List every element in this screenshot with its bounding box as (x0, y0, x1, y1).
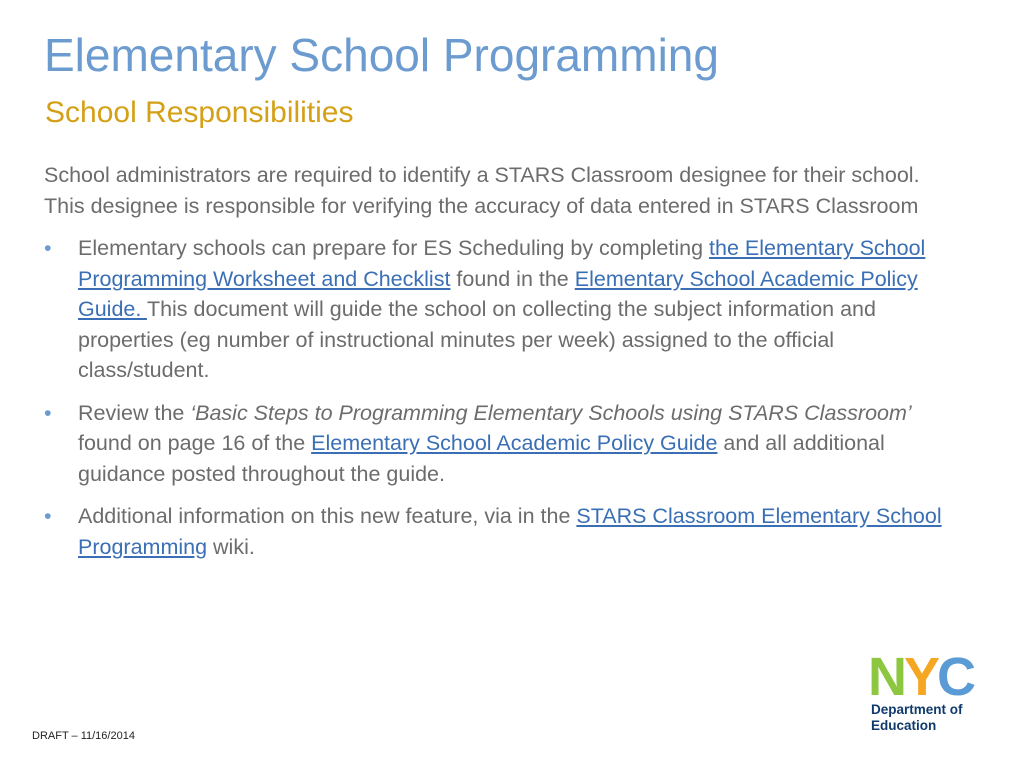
bullet-item-2 (44, 398, 964, 490)
bullet-icon: • (44, 504, 52, 528)
logo-letter-n: N (868, 647, 904, 707)
logo-department-line: Department of (871, 702, 963, 717)
draft-footer: DRAFT – 11/16/2014 (32, 730, 135, 742)
bullet-1-text-3: This document will guide the school on collecting the subject information and properties (eg number of instructional minutes per week) assigned to the official class/student. (78, 297, 876, 382)
bullet-3-text-1: Additional information on this new feature, via in the (78, 504, 577, 528)
worksheet-checklist-link[interactable]: the Elementary School Programming Worksheet and Checklist (78, 236, 926, 291)
slide-content (44, 160, 964, 574)
logo-education-line: Education (871, 718, 937, 733)
bullet-3-text-2: wiki. (207, 534, 255, 559)
basic-steps-title: ‘Basic Steps to Programming Elementary Schools using STARS Classroom’ (190, 400, 912, 425)
nyc-doe-logo (868, 647, 1004, 734)
bullet-icon: • (44, 236, 52, 260)
logo-letter-y: Y (904, 647, 938, 707)
policy-guide-link-1[interactable]: Elementary School Academic Policy Guide. (78, 266, 918, 321)
policy-guide-link-2[interactable]: Elementary School Academic Policy Guide (311, 431, 718, 455)
bullet-item-1 (44, 233, 964, 386)
logo-letter-c: C (937, 647, 974, 707)
bullet-2-text-3: and all additional guidance posted throughout the guide. (78, 431, 885, 486)
bullet-item-3 (44, 501, 964, 562)
bullet-2-text-1: Review the (78, 400, 191, 425)
bullet-2-text-2: found on page 16 of the (78, 431, 312, 455)
bullet-list (44, 233, 964, 562)
slide-subtitle: School Responsibilities (45, 96, 354, 129)
bullet-icon: • (44, 400, 52, 425)
intro-paragraph: School administrators are required to identify a STARS Classroom designee for their school. This designee is responsible for verifying the accuracy of data entered in STARS Classroom (44, 163, 920, 218)
stars-wiki-link[interactable]: STARS Classroom Elementary School Programming (78, 504, 942, 559)
slide-title: Elementary School Programming (44, 29, 719, 81)
bullet-1-text-2: found in the (450, 266, 575, 291)
bullet-1-text-1: Elementary schools can prepare for ES Scheduling by completing (78, 236, 710, 260)
nyc-logo-mark (868, 647, 1004, 707)
